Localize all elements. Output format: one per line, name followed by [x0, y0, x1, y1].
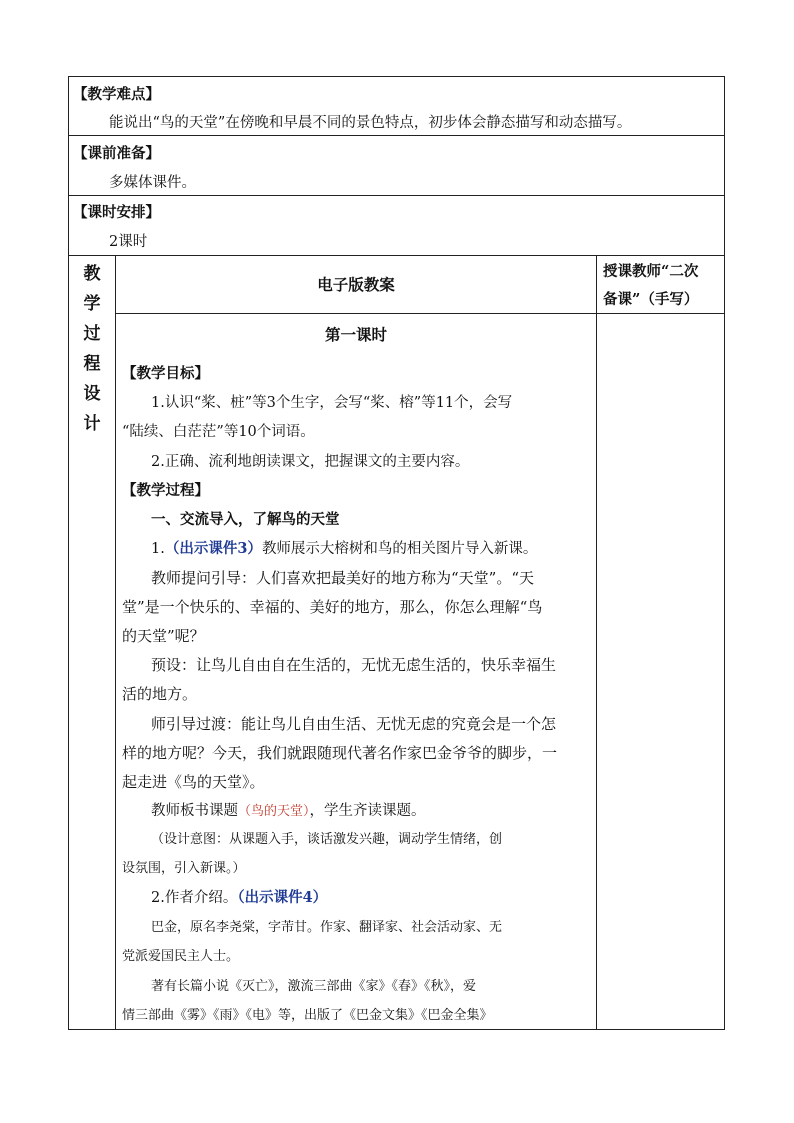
- goal-1-line-2: “陆续、白茫茫”等10个词语。: [122, 424, 315, 440]
- teacher-notes-header-line1: 授课教师“二次: [603, 263, 699, 280]
- label-char: 程: [83, 354, 101, 374]
- schedule-text: 2课时: [109, 234, 148, 250]
- goals-heading: 【教学目标】: [122, 365, 209, 382]
- row-divider: [69, 195, 724, 196]
- step-1-text: 教师展示大榕树和鸟的相关图片导入新课。: [261, 541, 538, 557]
- step-1-number: 1.: [151, 541, 165, 557]
- board-text: 教师板书课题: [151, 803, 238, 819]
- paragraph-line: 样的地方呢？今天，我们就跟随现代著名作家巴金爷爷的脚步，一: [122, 744, 558, 762]
- section-1-heading: 一、交流导入，了解鸟的天堂: [151, 511, 340, 528]
- goal-2: 2.正确、流利地朗读课文，把握课文的主要内容。: [151, 454, 470, 470]
- step-2: [151, 888, 327, 908]
- author-bio-line: 巴金，原名李尧棠，字芾甘。作家、翻译家、社会活动家、无: [151, 920, 503, 935]
- goal-1-line-1: 1.认识“桨、桩”等3个生字，会写“桨、榕”等11个，会写: [151, 395, 513, 411]
- label-char: 学: [83, 294, 101, 314]
- author-works-line: 著有长篇小说《灭亡》，激流三部曲《家》《春》《秋》，爱: [151, 979, 477, 994]
- lesson-title: 第一课时: [324, 325, 387, 344]
- column-divider: [596, 255, 597, 1029]
- label-char: 计: [83, 414, 101, 434]
- author-works-line: 情三部曲《雾》《雨》《电》等，出版了《巴金文集》《巴金全集》: [122, 1008, 493, 1023]
- board-title-tag: （鸟的天堂）: [238, 804, 310, 819]
- process-heading: 【教学过程】: [122, 482, 209, 499]
- board-title-line: [151, 801, 426, 822]
- board-text-rest: ，学生齐读课题。: [309, 803, 426, 819]
- paragraph-line: 堂”是一个快乐的、幸福的、美好的地方，那么，你怎么理解“鸟: [122, 598, 543, 616]
- paragraph-line: 活的地方。: [122, 685, 198, 703]
- paragraph-line: 教师提问引导：人们喜欢把最美好的地方称为“天堂”。“天: [151, 569, 535, 587]
- row-divider: [115, 313, 724, 314]
- preparation-heading: 【课前准备】: [73, 145, 160, 162]
- row-divider: [69, 135, 724, 136]
- label-char: 过: [83, 324, 101, 344]
- author-bio-line: 党派爱国民主人士。: [122, 949, 240, 964]
- paragraph-line: 起走进《鸟的天堂》。: [122, 773, 265, 791]
- step-1: [151, 539, 537, 559]
- difficulty-text: 能说出“鸟的天堂”在傍晚和早晨不同的景色特点，初步体会静态描写和动态描写。: [109, 115, 632, 131]
- difficulty-heading: 【教学难点】: [73, 86, 160, 103]
- courseware-tag: （出示课件3）: [164, 540, 262, 557]
- step-2-text: 2.作者介绍。: [151, 890, 238, 906]
- row-divider: [69, 255, 724, 256]
- paragraph-line: 的天堂”呢？: [122, 627, 205, 645]
- electronic-plan-header: 电子版教案: [317, 275, 395, 294]
- paragraph-line: 师引导过渡：能让鸟儿自由生活、无忧无虑的究竟会是一个怎: [151, 715, 557, 733]
- courseware-tag: （出示课件4）: [237, 889, 328, 906]
- lesson-plan-table: [68, 76, 725, 1030]
- column-divider: [115, 255, 116, 1029]
- design-intent-line: （设计意图：从课题入手，谈话激发兴趣，调动学生情绪，创: [151, 832, 503, 847]
- process-design-label: [69, 259, 115, 439]
- design-intent-line: 设氛围，引入新课。）: [122, 861, 246, 876]
- paragraph-line: 预设：让鸟儿自由自在生活的，无忧无虑生活的，快乐幸福生: [151, 656, 557, 674]
- preparation-text: 多媒体课件。: [109, 175, 196, 191]
- label-char: 设: [83, 384, 101, 404]
- label-char: 教: [83, 264, 101, 284]
- teacher-notes-header-line2: 备课”（手写）: [603, 291, 699, 308]
- schedule-heading: 【课时安排】: [73, 204, 160, 221]
